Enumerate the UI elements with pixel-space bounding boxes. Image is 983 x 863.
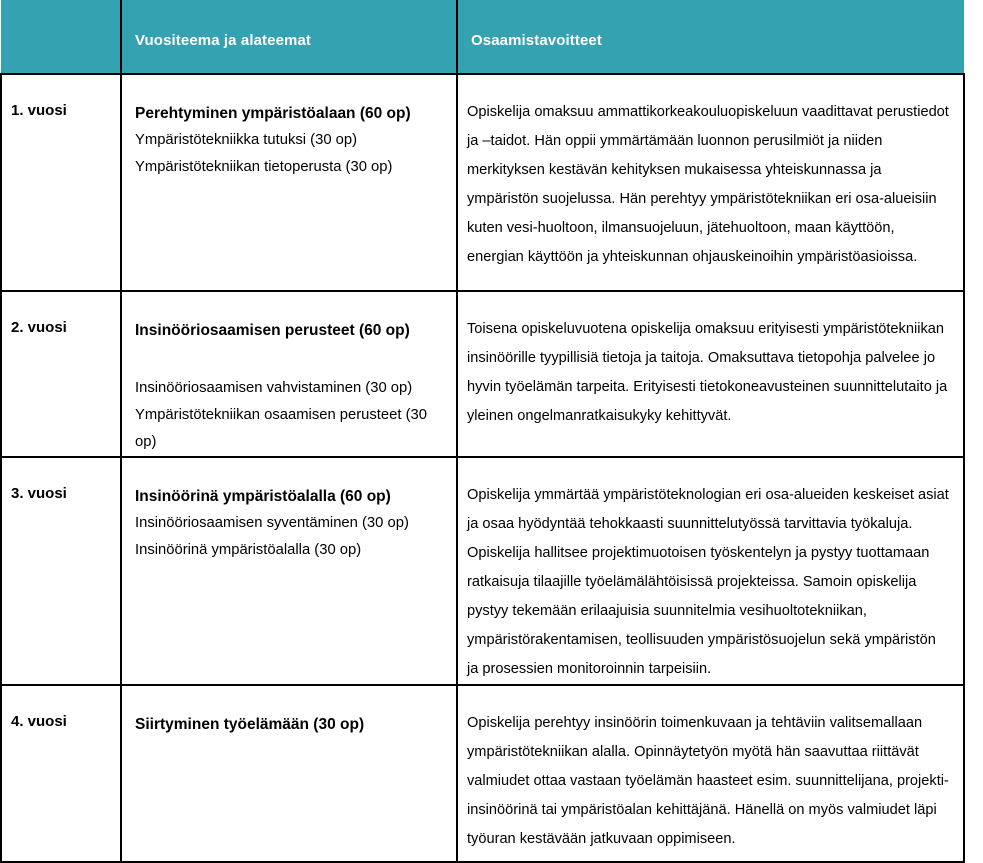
header-cell-themes: Vuositeema ja alateemat <box>121 0 457 74</box>
subtheme: Ympäristötekniikka tutuksi (30 op) <box>135 132 358 148</box>
subtheme-list <box>135 127 444 181</box>
subtheme: Insinööriosaamisen vahvistaminen (30 op) <box>135 380 413 396</box>
table-row-year-2 <box>1 291 964 457</box>
year-cell: 3. vuosi <box>1 457 121 685</box>
theme-cell <box>121 457 457 685</box>
header-row <box>1 0 964 74</box>
header-cell-objectives: Osaamistavoitteet <box>457 0 964 74</box>
theme-cell <box>121 291 457 457</box>
subtheme: Insinööriosaamisen syventäminen (30 op) <box>135 515 409 531</box>
subtheme: Ympäristötekniikan osaamisen perusteet (30 op) <box>135 407 427 450</box>
year-cell: 2. vuosi <box>1 291 121 457</box>
subtheme-list <box>135 510 444 564</box>
theme-title: Insinööriosaamisen perusteet (60 op) <box>135 322 410 339</box>
table-header <box>1 0 964 74</box>
objectives-text: Opiskelija ymmärtää ympäristöteknologian eri osa-alueiden keskeiset asiat ja osaa hyödyntää tehokkaasti suunnittelutyössä tarvittavia työkaluja. Opiskelija hallitsee projektimuotoisen työskentelyn ja pystyy tuottamaan ratkaisuja tilaajille työelämälähtöisissä projekteissa. Samoin opiskelija pystyy tekemään erilaajuisia suunnitelmia vesihuoltotekniikan, ympäristörakentamisen, teollisuuden ympäristösuojelun sekä ympäristön ja prosessien monitoroinnin tarpeisiin. <box>467 487 949 677</box>
objectives-cell <box>457 457 964 685</box>
year-cell: 4. vuosi <box>1 685 121 862</box>
subtheme-list <box>135 375 444 456</box>
theme-title: Insinöörinä ympäristöalalla (60 op) <box>135 488 391 505</box>
year-cell: 1. vuosi <box>1 74 121 291</box>
objectives-text: Opiskelija omaksuu ammattikorkeakouluopiskeluun vaadittavat perustiedot ja –taidot. Hän oppii ymmärtämään luonnon perusilmiöt ja niiden merkityksen kestävän kehityksen mukaisessa yhteiskunnassa ja ympäristön suojelussa. Hän perehtyy ympäristötekniikan eri osa-alueisiin kuten vesi-huoltoon, ilmansuojeluun, jätehuoltoon, maan käyttöön, energian käyttöön ja yhteiskunnan ohjauskeinoihin ympäristöasioissa. <box>467 104 949 265</box>
theme-cell <box>121 685 457 862</box>
objectives-cell <box>457 74 964 291</box>
subtheme: Ympäristötekniikan tietoperusta (30 op) <box>135 159 393 175</box>
table-row-year-3 <box>1 457 964 685</box>
table-row-year-1 <box>1 74 964 291</box>
theme-title: Siirtyminen työelämään (30 op) <box>135 716 365 733</box>
objectives-cell <box>457 291 964 457</box>
header-cell-year <box>1 0 121 74</box>
theme-cell <box>121 74 457 291</box>
subtheme: Insinöörinä ympäristöalalla (30 op) <box>135 542 362 558</box>
objectives-text: Toisena opiskeluvuotena opiskelija omaksuu erityisesti ympäristötekniikan insinöörille tyypillisiä tietoja ja taitoja. Omaksuttava tietopohja palvelee jo hyvin työelämän tarpeita. Erityisesti tietokoneavusteinen suunnittelutaito ja yleinen ongelmanratkaisukyky kehittyvät. <box>467 321 948 424</box>
objectives-cell <box>457 685 964 862</box>
table-row-year-4 <box>1 685 964 862</box>
objectives-text: Opiskelija perehtyy insinöörin toimenkuvaan ja tehtäviin valitsemallaan ympäristötekniikan alalla. Opinnäytetyön myötä hän saavuttaa riittävät valmiudet ottaa vastaan työelämän haasteet esim. suunnittelijana, projekti-insinöörinä tai ympäristöalan kehittäjänä. Hänellä on myös valmiudet läpi työuran kestävään jatkuvaan oppimiseen. <box>467 715 949 847</box>
theme-title: Perehtyminen ympäristöalaan (60 op) <box>135 105 411 122</box>
